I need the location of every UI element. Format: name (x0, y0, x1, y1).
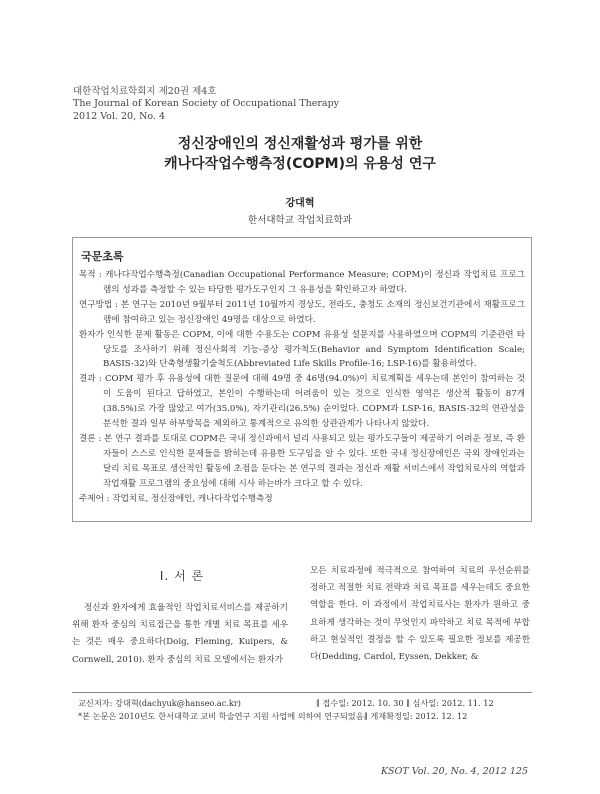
section-title: I. 서 론 (159, 569, 205, 583)
paper-title-line1: 정신장애인의 정신재활성과 평가를 위한 (177, 136, 423, 152)
abstract-heading: 국문초록 (81, 250, 124, 263)
paper-title (0, 134, 600, 174)
abstract-box (72, 237, 532, 522)
abstract-methods-detail: 환자가 인식한 문제 활동은 COPM, 이에 대한 수용도는 COPM 유용성 설문지를 사용하였으며 COPM의 기준관련 타당도를 조사하기 위해 정신사회적 기능-증상 평가척도(Behavior and Symptom Identification Scale; BASIS-32)와 단축형생활기술척도(Abbreviated Life Skills Profile-16; LSP-16)를 활용하였다. (79, 329, 525, 370)
corresponding-author: 교신저자: 강대혁(dachyuk@hanseo.ac.kr) (78, 698, 241, 708)
abstract-methods: 연구방법 : 본 연구는 2010년 9월부터 2011년 10월까지 경상도, 전라도, 충청도 소재의 정신보건기관에서 재활프로그램에 참여하고 있는 정신장애인 49명을 대상으로 하였다. (79, 299, 525, 325)
abstract-conclusion: 결론 : 본 연구 결과를 토대로 COPM은 국내 정신과에서 널리 사용되고 있는 평가도구들이 제공하기 어려운 정보, 즉 환자들이 스스로 인식한 문제들을 밝히는데 유용한 도구임을 알 수 있다. 또한 국내 정신장애인은 국외 장애인과는 달리 치료 목표로 생산적인 활동에 초점을 둔다는 본 연구의 결과는 정신과 재활 서비스에서 작업치료사의 역할과 작업재활 프로그램의 중요성에 대해 시사 하는바가 크다고 할 수 있다. (79, 433, 525, 489)
journal-header (73, 86, 339, 123)
abstract-keywords: 주제어 : 작업치료, 정신장애인, 캐나다작업수행측정 (79, 494, 273, 504)
received-date: ∥ 접수일: 2012. 10. 30 (316, 698, 404, 708)
journal-volume: 2012 Vol. 20, No. 4 (73, 110, 166, 122)
author-name: 강대혁 (285, 198, 315, 209)
body-column-left: 정신과 환자에게 효율적인 작업치료서비스를 제공하기 위해 환자 중심의 치료접근을 통한 개별 치료 목표를 세우는 것은 매우 중요하다(Doig, Fleming, Kuipers, & Cornwell, 2010). 환자 중심의 치료 모델에서는 환자가 (72, 603, 288, 665)
abstract-body (79, 268, 525, 492)
reviewed-date: ∥ 심사일: 2012. 11. 12 (406, 698, 494, 708)
abstract-results: 결과 : COPM 평가 후 유용성에 대한 질문에 대해 49명 중 46명(94.0%)이 치료계획을 세우는데 본인이 참여하는 것이 도움이 된다고 답하였고, 본인이 수행하는데 어려움이 있는 것으로 인식한 영역은 생산적 활동이 87개(38.5%)로 가장 많았고 여가(35.0%), 자기관리(26.5%) 순이었다. COPM과 LSP-16, BASIS-32의 연관성을 분석한 결과 일부 하부항목을 제외하고 통계적으로 유의한 상관관계가 나타나지 않았다. (79, 374, 525, 430)
body-column-right: 모든 치료과정에 적극적으로 참여하여 치료의 우선순위를 정하고 적절한 치료 전략과 치료 목표를 세우는데도 중요한 역할을 한다. 이 과정에서 작업치료사는 환자가 원하고 중요하게 생각하는 것이 무엇인지 파악하고 치료 목적에 부합하고 현실적인 결정을 할 수 있도록 필요한 정보를 제공한다(Dedding, Cardol, Eyssen, Dekker, & (310, 566, 530, 663)
accepted-date: ∥ 게재확정일: 2012. 12. 12 (364, 711, 468, 721)
abstract-purpose: 목적 : 캐나다작업수행측정(Canadian Occupational Performance Measure; COPM)이 정신과 작업치료 프로그램의 성과를 측정할 수 있는 타당한 평가도구인지 그 유용성을 확인하고자 하였다. (79, 270, 525, 295)
journal-name-english: The Journal of Korean Society of Occupational Therapy (73, 98, 340, 110)
footnote-block (78, 697, 528, 723)
author-affiliation: 한서대학교 작업치료학과 (248, 215, 352, 226)
journal-name-korean: 대한작업치료학회지 제20권 제4호 (73, 86, 217, 97)
footnote-divider (72, 692, 532, 693)
paper-title-line2: 캐나다작업수행측정(COPM)의 유용성 연구 (164, 156, 436, 172)
funding-note: *본 논문은 2010년도 한서대학교 교비 학술연구 지원 사업에 의하여 연구되었음. (78, 711, 367, 721)
page-footer: KSOT Vol. 20, No. 4, 2012 125 (381, 766, 528, 777)
